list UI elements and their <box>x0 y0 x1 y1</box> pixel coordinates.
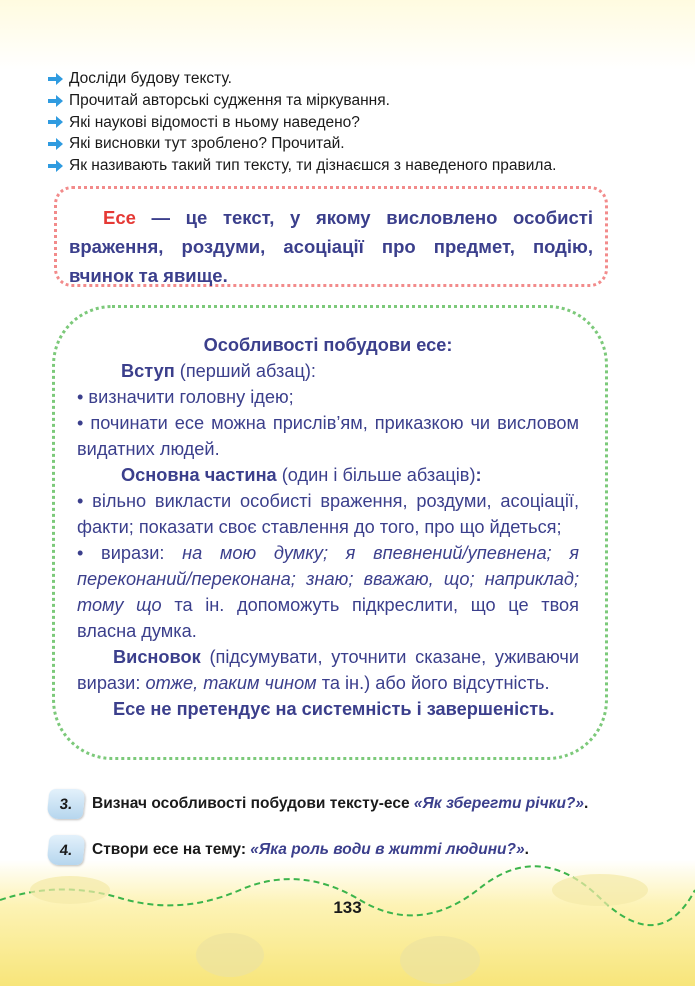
main-item-italic: на мою думку; я впевнений/упевнена; я переконаний/переконана; знаю; вважаю, що; наприклад; тому що <box>77 543 579 615</box>
intro-item-text: починати есе можна прислів’ям, приказкою чи висловом видатних людей. <box>77 413 579 459</box>
features-title: Особливості побудови есе: <box>203 335 453 355</box>
definition-text: — це текст, у якому висловлено особисті враження, роздуми, асоціації про предмет, подію, вчинок та явище. <box>69 207 593 286</box>
main-note: (один і більше абзаців) <box>276 465 476 485</box>
task-number-badge: 4. <box>46 835 85 865</box>
list-item <box>48 133 668 155</box>
main-item: • вільно викласти особисті враження, роздуми, асоціації, факти; показати своє ставлення до того, про що йдеться; <box>77 491 579 537</box>
task-quote: «Як зберегти річки?» <box>413 795 585 812</box>
page-number: 133 <box>333 898 362 917</box>
conclusion-end: та ін.) або його відсутність. <box>316 673 550 693</box>
question-list <box>48 68 668 177</box>
main-item: • вирази: на мою думку; я впевнений/упевнена; я переконаний/переконана; знаю; вважаю, що; наприклад; тому що та ін. допоможуть підкреслити, що це твоя власна думка. <box>77 543 579 641</box>
conclusion-label: Висновок <box>113 647 201 667</box>
task-end: . <box>584 795 589 812</box>
list-item-text: Досліди будову тексту. <box>69 70 232 87</box>
task-end: . <box>524 841 529 858</box>
main-colon: : <box>475 465 482 485</box>
list-item <box>48 68 668 90</box>
task-quote: «Яка роль води в житті людини?» <box>250 841 525 858</box>
main-item-end: та ін. допоможуть підкреслити, що це твоя власна думка. <box>77 595 579 641</box>
list-item-text: Які висновки тут зроблено? Прочитай. <box>69 135 345 153</box>
conclusion-italic: отже, таким чином <box>145 673 317 693</box>
list-item-text: Прочитай авторські судження та міркування. <box>69 91 390 109</box>
task-text <box>92 841 529 859</box>
main-item-text: вільно викласти особисті враження, роздуми, асоціації, факти; показати своє ставлення до того, про що йдеться; <box>77 491 579 537</box>
decorative-leaves-footer <box>0 860 695 986</box>
conclusion-text: (підсумувати, уточнити сказане, уживаючи вирази: <box>77 647 579 693</box>
conclusion <box>77 644 579 696</box>
intro-item: • починати есе можна прислів’ям, приказкою чи висловом видатних людей. <box>77 413 579 459</box>
arrow-right-icon <box>48 73 63 85</box>
final-note: Есе не претендує на системність і завершеність. <box>113 699 555 719</box>
task-item <box>48 784 588 824</box>
task-instruction: Створи есе на тему: <box>92 841 251 858</box>
arrow-right-icon <box>48 138 63 150</box>
main-heading <box>77 462 579 488</box>
list-item <box>48 90 668 112</box>
main-item-text: вирази: <box>101 543 183 563</box>
main-label: Основна частина <box>121 465 277 485</box>
arrow-right-icon <box>48 95 63 107</box>
intro-label: Вступ <box>121 361 175 381</box>
definition-box <box>54 186 608 287</box>
list-item-text: Як називають такий тип тексту, ти дізнаєшся з наведеного правила. <box>69 157 557 175</box>
list-item-text: Які наукові відомості в ньому наведено? <box>69 113 360 131</box>
task-text <box>92 795 588 813</box>
intro-item-text: визначити головну ідею; <box>88 387 294 407</box>
list-item <box>48 155 668 177</box>
intro-heading <box>77 358 579 384</box>
list-item <box>48 112 668 134</box>
intro-item: • визначити головну ідею; <box>77 387 294 407</box>
task-number-badge: 3. <box>46 789 85 819</box>
arrow-right-icon <box>48 116 63 128</box>
definition-term: Есе <box>103 207 136 228</box>
arrow-right-icon <box>48 160 63 172</box>
features-box <box>52 305 608 760</box>
intro-note: (перший абзац): <box>174 361 316 381</box>
task-instruction: Визнач особливості побудови тексту-есе <box>92 795 414 812</box>
